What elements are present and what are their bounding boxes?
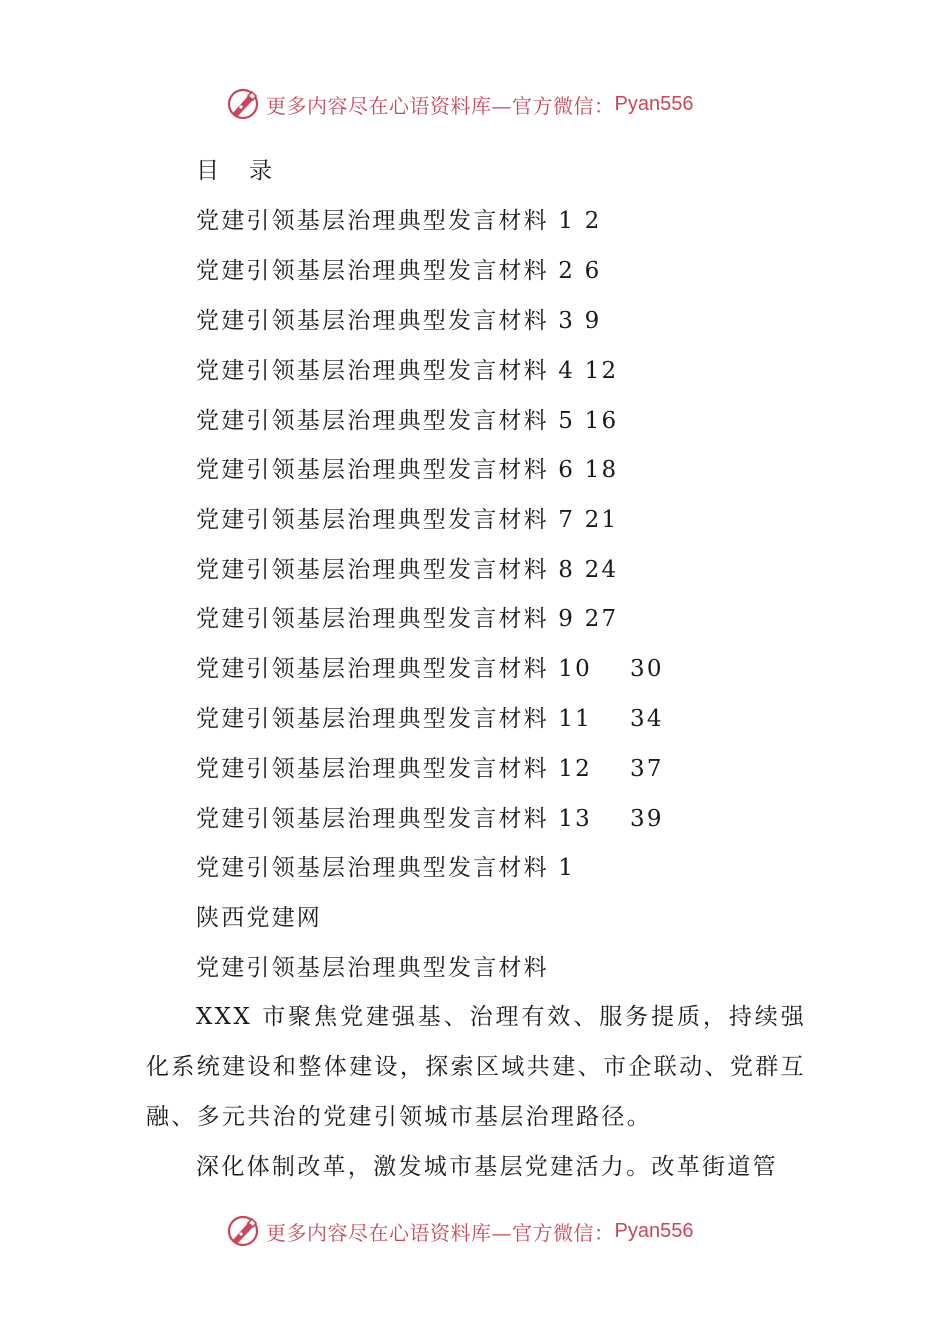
pen-nib-logo-icon bbox=[226, 1214, 260, 1248]
toc-title-right: 录 bbox=[249, 158, 272, 184]
footer-banner-text: 更多内容尽在心语资料库—官方微信： bbox=[266, 1220, 615, 1245]
pen-nib-logo-icon bbox=[226, 87, 260, 121]
toc-item-12[interactable]: 党建引领基层治理典型发言材料 12 37 bbox=[196, 756, 664, 782]
body-paragraph-2: 深化体制改革，激发城市基层党建活力。改革街道管 bbox=[196, 1154, 778, 1180]
toc-item-5[interactable]: 党建引领基层治理典型发言材料 5 16 bbox=[196, 408, 619, 434]
toc-item-11[interactable]: 党建引领基层治理典型发言材料 11 34 bbox=[196, 706, 664, 732]
header-banner-text: 更多内容尽在心语资料库—官方微信： bbox=[266, 93, 615, 118]
section-heading: 党建引领基层治理典型发言材料 1 bbox=[196, 855, 576, 881]
toc-item-4[interactable]: 党建引领基层治理典型发言材料 4 12 bbox=[196, 358, 619, 384]
toc-item-13[interactable]: 党建引领基层治理典型发言材料 13 39 bbox=[196, 806, 664, 832]
toc-item-8[interactable]: 党建引领基层治理典型发言材料 8 24 bbox=[196, 557, 619, 583]
toc-title-left: 目 bbox=[196, 158, 219, 184]
toc-item-6[interactable]: 党建引领基层治理典型发言材料 6 18 bbox=[196, 457, 619, 483]
section-source: 陕西党建网 bbox=[196, 905, 322, 931]
toc-item-3[interactable]: 党建引领基层治理典型发言材料 3 9 bbox=[196, 308, 602, 334]
toc-item-9[interactable]: 党建引领基层治理典型发言材料 9 27 bbox=[196, 606, 619, 632]
toc-item-7[interactable]: 党建引领基层治理典型发言材料 7 21 bbox=[196, 507, 619, 533]
body-paragraph-1: XXX 市聚焦党建强基、治理有效、服务提质，持续强化系统建设和整体建设，探索区域共建、市企联动、党群互融、多元共治的党建引领城市基层治理路径。 bbox=[146, 1004, 806, 1130]
footer-wechat-id: Pyan556 bbox=[614, 1219, 694, 1242]
toc-item-10[interactable]: 党建引领基层治理典型发言材料 10 30 bbox=[196, 656, 664, 682]
toc-item-2[interactable]: 党建引领基层治理典型发言材料 2 6 bbox=[196, 258, 602, 284]
header-banner bbox=[226, 86, 693, 122]
toc-item-1[interactable]: 党建引领基层治理典型发言材料 1 2 bbox=[196, 208, 602, 234]
footer-banner bbox=[226, 1213, 693, 1249]
toc-title bbox=[196, 156, 272, 186]
header-wechat-id: Pyan556 bbox=[614, 92, 694, 115]
section-title: 党建引领基层治理典型发言材料 bbox=[196, 955, 549, 981]
